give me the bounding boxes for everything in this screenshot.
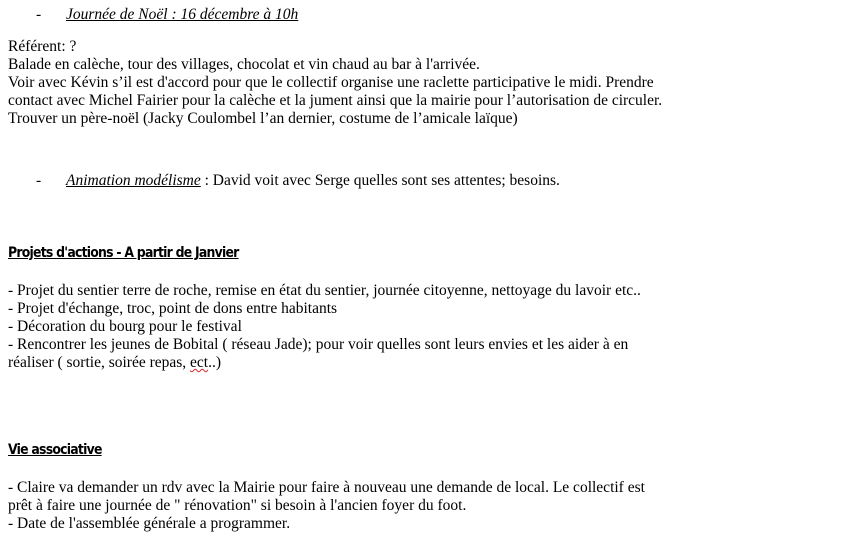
projets-item-4-cont <box>8 354 838 372</box>
noel-referent: Référent: ? <box>8 38 77 55</box>
projets-last-end: ..) <box>208 354 222 371</box>
bullet-dash: - <box>36 6 42 23</box>
noel-line-1: Balade en calèche, tour des villages, chocolat et vin chaud au bar à l'arrivée. <box>8 56 480 73</box>
noel-line-3: contact avec Michel Fairier pour la calèche et la jument ainsi que la mairie pour l’autorisation de circuler. <box>8 92 663 109</box>
noel-paragraph <box>8 38 838 128</box>
projets-item-3: - Décoration du bourg pour le festival <box>8 318 242 335</box>
projets-item-1: - Projet du sentier terre de roche, remise en état du sentier, journée citoyenne, nettoyage du lavoir etc.. <box>8 282 641 299</box>
bullet-dash: - <box>36 172 42 189</box>
projets-item-4: - Rencontrer les jeunes de Bobital ( réseau Jade); pour voir quelles sont leurs envies et les aider à en <box>8 336 629 353</box>
projets-list <box>8 282 838 372</box>
noel-line-2: Voir avec Kévin s’il est d'accord pour que le collectif organise une raclette participative le midi. Prendre <box>8 74 654 91</box>
projets-last-start: réaliser ( sortie, soirée repas, <box>8 354 191 371</box>
vie-item-2: - Date de l'assemblée générale a programmer. <box>8 515 291 532</box>
vie-list <box>8 479 838 533</box>
noel-title: Journée de Noël : 16 décembre à 10h <box>66 6 299 23</box>
projets-heading: Projets d'actions - A partir de Janvier <box>8 245 239 261</box>
modelisme-text: : David voit avec Serge quelles sont ses attentes; besoins. <box>200 172 560 189</box>
vie-item-1-line-2: prêt à faire une journée de " rénovation" si besoin à l'ancien foyer du foot. <box>8 497 467 514</box>
modelisme-title: Animation modélisme <box>66 172 201 189</box>
vie-item-1-line-1: - Claire va demander un rdv avec la Mairie pour faire à nouveau une demande de local. Le collectif est <box>8 479 645 496</box>
projets-item-2: - Projet d'échange, troc, point de dons entre habitants <box>8 300 338 317</box>
spellcheck-word: ect <box>190 354 209 371</box>
noel-line-4: Trouver un père-noël (Jacky Coulombel l’an dernier, costume de l’amicale laïque) <box>8 110 518 127</box>
bullet-noel <box>36 6 298 24</box>
vie-heading: Vie associative <box>8 442 102 458</box>
bullet-modelisme <box>36 172 560 190</box>
